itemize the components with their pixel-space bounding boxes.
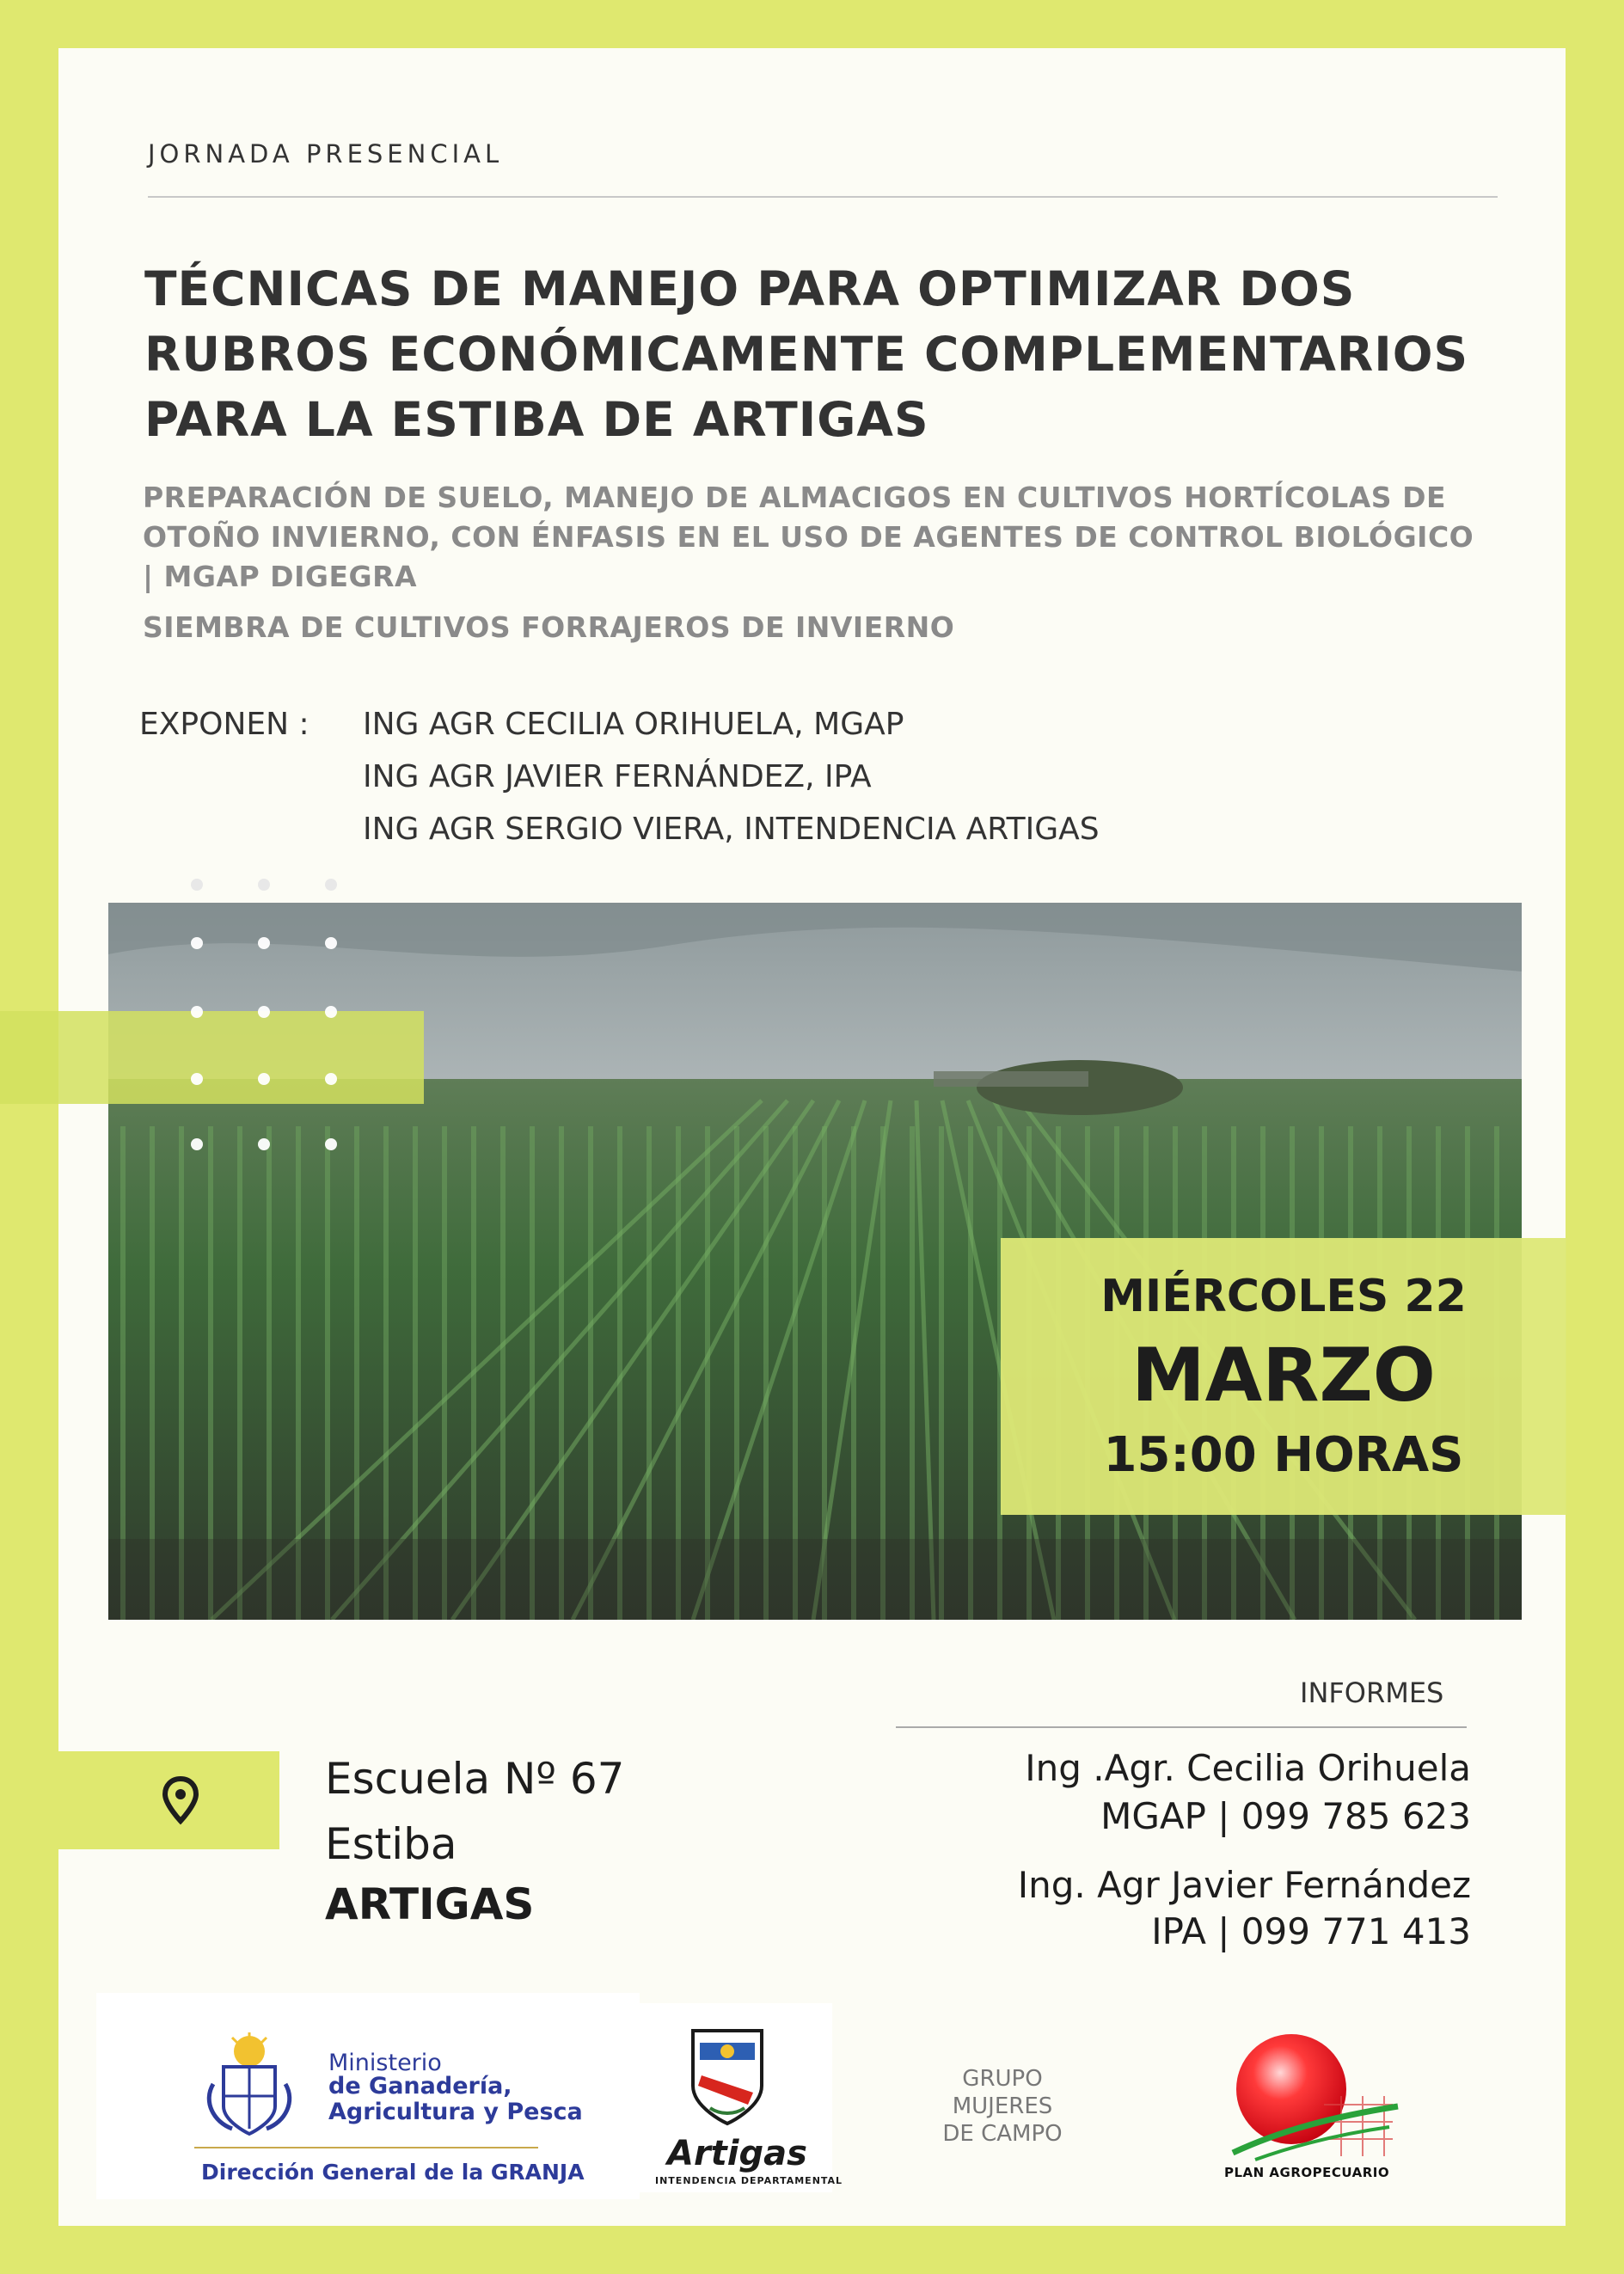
grupo-mujeres-logo — [934, 2065, 1071, 2148]
event-type-label: JORNADA PRESENCIAL — [148, 139, 504, 169]
grupo-logo-line: MUJERES — [952, 2093, 1053, 2119]
speaker-item: ING AGR SERGIO VIERA, INTENDENCIA ARTIGAS — [363, 812, 1100, 847]
decor-dot — [325, 879, 337, 891]
artigas-logo-subtitle: INTENDENCIA DEPARTAMENTAL — [655, 2175, 843, 2186]
subtitle-line: PREPARACIÓN DE SUELO, MANEJO DE ALMACIGOS EN CULTIVOS HORTÍCOLAS DE — [143, 481, 1447, 514]
event-subtitle — [143, 478, 1510, 597]
title-line: TÉCNICAS DE MANEJO PARA OPTIMIZAR DOS — [144, 261, 1356, 316]
decor-dot — [191, 879, 203, 891]
event-month: MARZO — [1131, 1333, 1436, 1419]
decor-dot — [325, 937, 337, 949]
mgap-footer-label: Dirección General de la GRANJA — [201, 2160, 585, 2185]
mgap-name-line: de Ganadería, — [328, 2073, 512, 2099]
plan-agropecuario-emblem-icon — [1221, 2027, 1401, 2168]
decorative-accent-strip — [0, 1011, 424, 1104]
decor-dot — [258, 1006, 270, 1018]
decor-dot — [191, 1073, 203, 1085]
decor-dot — [191, 1138, 203, 1150]
speakers-label: EXPONEN : — [139, 707, 309, 742]
location-locality: Estiba — [325, 1819, 457, 1869]
uruguay-coat-of-arms-icon — [194, 2032, 304, 2142]
location-accent-strip — [0, 1751, 279, 1849]
contact-detail: IPA | 099 771 413 — [1151, 1910, 1471, 1952]
mgap-ministry-name — [328, 2074, 583, 2125]
event-weekday: MIÉRCOLES 22 — [1100, 1271, 1467, 1322]
title-line: RUBROS ECONÓMICAMENTE COMPLEMENTARIOS — [144, 327, 1469, 382]
speaker-item: ING AGR CECILIA ORIHUELA, MGAP — [363, 707, 904, 742]
decor-dot — [191, 937, 203, 949]
contact-name: Ing .Agr. Cecilia Orihuela — [1025, 1747, 1471, 1789]
subtitle-line: OTOÑO INVIERNO, CON ÉNFASIS EN EL USO DE AGENTES DE CONTROL BIOLÓGICO — [143, 520, 1474, 554]
decor-dot — [258, 1073, 270, 1085]
speaker-item: ING AGR JAVIER FERNÁNDEZ, IPA — [363, 759, 872, 794]
event-title — [144, 256, 1554, 452]
decor-dot — [325, 1006, 337, 1018]
decor-dot — [325, 1138, 337, 1150]
mgap-name-line: Agricultura y Pesca — [328, 2099, 583, 2125]
decor-dot — [191, 1006, 203, 1018]
artigas-logo-name: Artigas — [667, 2134, 807, 2173]
subtitle-line: | MGAP DIGEGRA — [143, 560, 418, 593]
decor-dot — [258, 879, 270, 891]
contact-name: Ing. Agr Javier Fernández — [1017, 1864, 1471, 1906]
mgap-ministry-label: Ministerio — [328, 2050, 442, 2076]
informes-label: INFORMES — [1300, 1676, 1444, 1709]
grupo-logo-line: GRUPO — [962, 2066, 1043, 2092]
location-venue: Escuela Nº 67 — [325, 1754, 625, 1804]
location-department: ARTIGAS — [325, 1879, 535, 1929]
informes-divider — [896, 1726, 1467, 1728]
plan-agropecuario-name: PLAN AGROPECUARIO — [1224, 2165, 1390, 2180]
event-time: 15:00 HORAS — [1103, 1427, 1464, 1483]
header-divider — [148, 196, 1498, 198]
event-subtitle-secondary: SIEMBRA DE CULTIVOS FORRAJEROS DE INVIERNO — [143, 610, 955, 644]
grupo-logo-line: DE CAMPO — [942, 2121, 1063, 2147]
mgap-divider — [194, 2147, 538, 2148]
decor-dot — [258, 937, 270, 949]
contact-detail: MGAP | 099 785 623 — [1100, 1795, 1471, 1837]
decor-dot — [258, 1138, 270, 1150]
decor-dot — [325, 1073, 337, 1085]
title-line: PARA LA ESTIBA DE ARTIGAS — [144, 392, 929, 447]
location-pin-icon — [162, 1776, 199, 1830]
artigas-shield-icon — [686, 2026, 769, 2132]
event-date-box — [1001, 1238, 1566, 1515]
